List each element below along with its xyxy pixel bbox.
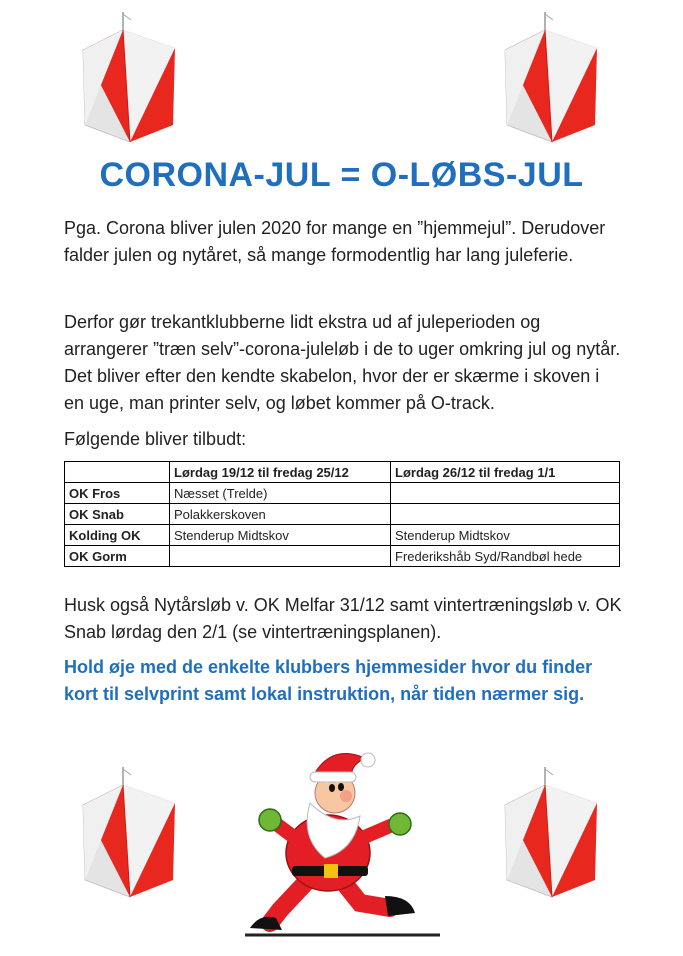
schedule-table: [64, 461, 620, 567]
table-cell: Næsset (Trelde): [170, 483, 391, 504]
table-cell: [391, 483, 620, 504]
table-cell: Frederikshåb Syd/Randbøl hede: [391, 546, 620, 567]
orienteering-flag-icon: [497, 765, 607, 900]
table-cell: Stenderup Midtskov: [391, 525, 620, 546]
club-name-cell: Kolding OK: [65, 525, 170, 546]
club-name-cell: OK Snab: [65, 504, 170, 525]
intro-paragraph: Pga. Corona bliver julen 2020 for mange en ”hjemmejul”. Derudover falder julen og nytåret, så mange formodentlig har lang juleferie.: [64, 218, 606, 265]
table-cell: [170, 546, 391, 567]
table-header-row: [65, 462, 620, 483]
offer-intro: Følgende bliver tilbudt:: [64, 429, 247, 449]
orienteering-flag-icon: [75, 765, 185, 900]
highlight-paragraph: Hold øje med de enkelte klubbers hjemmesider hvor du finder kort til selvprint samt lokal instruktion, når tiden nærmer sig.: [64, 657, 593, 704]
table-header-cell: Lørdag 19/12 til fredag 25/12: [170, 462, 391, 483]
table-cell: Stenderup Midtskov: [170, 525, 391, 546]
page-title: CORONA-JUL = O-LØBS-JUL: [99, 156, 584, 194]
table-row: [65, 504, 620, 525]
club-name-cell: OK Fros: [65, 483, 170, 504]
table-cell: Polakkerskoven: [170, 504, 391, 525]
club-name-cell: OK Gorm: [65, 546, 170, 567]
orienteering-flag-icon: [497, 10, 607, 145]
table-row: [65, 483, 620, 504]
table-row: [65, 525, 620, 546]
table-row: [65, 546, 620, 567]
table-header-cell: [65, 462, 170, 483]
running-santa-image: [240, 738, 440, 938]
orienteering-flag-icon: [75, 10, 185, 145]
table-cell: [391, 504, 620, 525]
table-header-cell: Lørdag 26/12 til fredag 1/1: [391, 462, 620, 483]
details-paragraph: Derfor gør trekantklubberne lidt ekstra ud af juleperioden og arrangerer ”træn selv”-corona-juleløb i de to uger omkring jul og nytår. Det bliver efter den kendte skabelon, hvor der er skærme i skoven i en uge, man printer selv, og løbet kommer på O-track.: [64, 312, 621, 413]
reminder-paragraph: Husk også Nytårsløb v. OK Melfar 31/12 samt vintertræningsløb v. OK Snab lørdag den 2/1 (se vintertræningsplanen).: [64, 595, 622, 642]
